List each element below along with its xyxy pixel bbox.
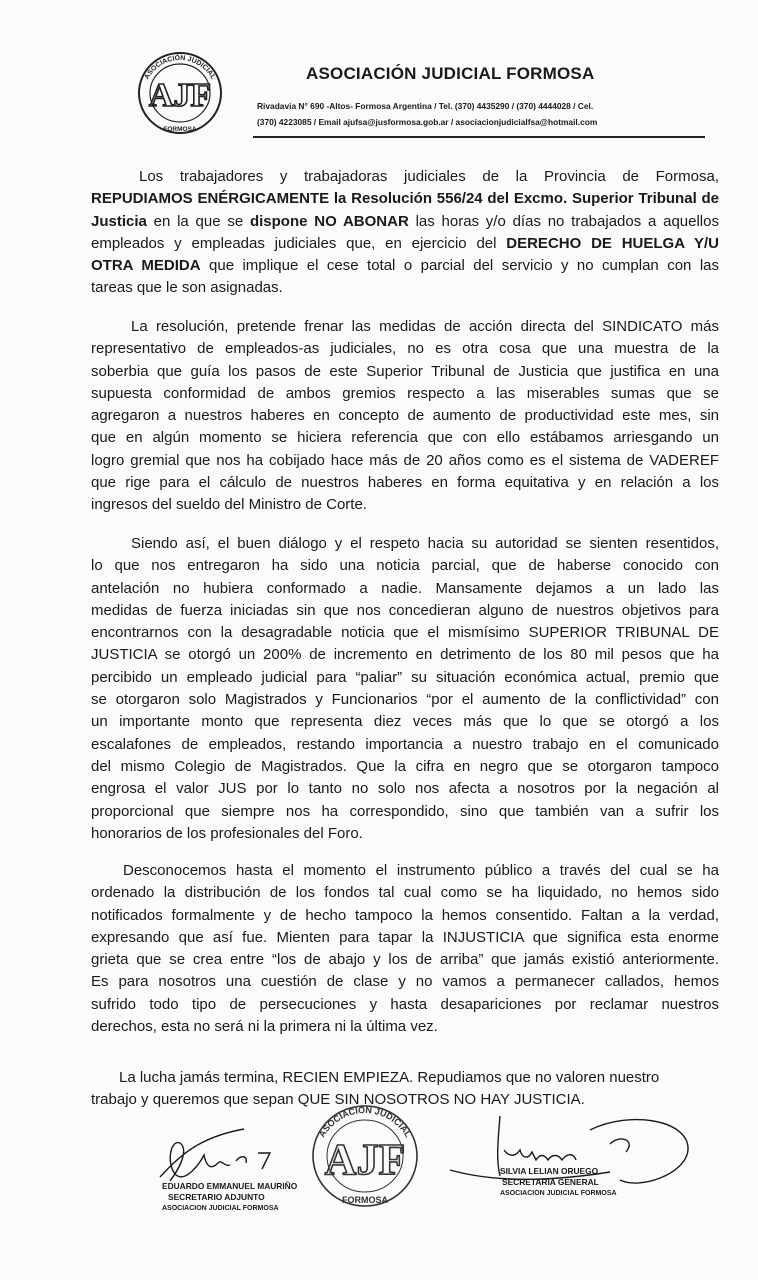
text-line: se otorgaron solo Magistrados y Funcionarios “por el aumento de la conflictividad” con xyxy=(91,691,719,709)
contact-line-2: (370) 4223085 / Email ajufsa@jusformosa.gob.ar / asociacionjudicialfsa@hotmail.com xyxy=(257,117,598,127)
text-line: grieta que se crea entre “los de abajo y los de arriba” que jamás existió anteriormente. xyxy=(91,951,719,969)
association-logo xyxy=(130,50,230,136)
text-line: que rige para el cálculo de nuestros haberes en forma equitativa y en relación a los xyxy=(91,474,719,492)
paragraph-3 xyxy=(91,533,719,845)
text-line: Es para nosotros una cuestión de clase y no vamos a permanecer callados, hemos xyxy=(91,973,719,991)
text-line: Los trabajadores y trabajadoras judiciales de la Provincia de Formosa, xyxy=(139,168,719,185)
logo-bottom-text: FORMOSA xyxy=(163,126,197,133)
text-line: representativo de empleados-as judiciales, no es otra cosa que una muestra de la xyxy=(91,340,719,358)
text-line: honorarios de los profesionales del Foro. xyxy=(91,824,363,842)
text-line: OTRA MEDIDA que implique el cese total o parcial del servicio y no cumplan con las xyxy=(91,257,720,275)
text-line: derechos, esta no será ni la primera ni la última vez. xyxy=(91,1018,438,1036)
text-line: notificados formalmente y de hecho tampoco la hemos consentido. Faltan a la verdad, xyxy=(91,906,719,924)
text-line: expresando que así fue. Mienten para tapar la INJUSTICIA que significa esta enorme xyxy=(91,928,719,946)
closing-line: La lucha jamás termina, RECIEN EMPIEZA. Repudiamos que no valoren nuestro xyxy=(119,1069,660,1086)
text-line: engrosa el valor JUS por lo tanto no solo nos afecta a nosotros por la negación al xyxy=(91,780,719,798)
text-line: que en algún momento se hiciera referencia que con ello estábamos arriesgando un xyxy=(91,429,719,447)
text-line: percibido un empleado judicial para “paliar” su situación económica actual, premio que xyxy=(91,668,719,686)
paragraph-1 xyxy=(91,166,719,300)
signer-left-name: EDUARDO EMMANUEL MAURIÑO xyxy=(162,1181,298,1191)
signer-right-org: ASOCIACION JUDICIAL FORMOSA xyxy=(500,1190,617,1197)
text-line: agregaron a nuestros haberes en concepto de aumento de productividad este mes, sin xyxy=(91,407,719,425)
organization-title: ASOCIACIÓN JUDICIAL FORMOSA xyxy=(306,64,595,83)
seal-ring-text: ASOCIACIÓN JUDICIAL xyxy=(316,1104,414,1139)
closing-line: trabajo y queremos que sepan QUE SIN NOSOTROS NO HAY JUSTICIA. xyxy=(91,1091,585,1108)
text-line: Desconocemos hasta el momento el instrumento público a través del cual se ha xyxy=(123,862,719,879)
text-line: medidas de fuerza iniciadas sin que nos concedieran alguno de nuestros objetivos para xyxy=(91,601,719,619)
text-line: encontrarnos con la desagradable noticia que el mismísimo SUPERIOR TRIBUNAL DE xyxy=(91,624,719,642)
contact-line-1: Rivadavia N° 690 -Altos- Formosa Argentina / Tel. (370) 4435290 / (370) 4444028 / Cel. xyxy=(257,101,594,111)
text-line: logro gremial que nos ha cobijado hace más de 20 años como es el sistema de VADEREF xyxy=(91,451,719,469)
logo-ring-text: ASOCIACIÓN JUDICIAL xyxy=(143,54,217,81)
text-line: Justicia en la que se dispone NO ABONAR las horas y/o días no trabajados a aquellos xyxy=(91,212,719,230)
text-line: antelación no hubiera conformado a nadie. Mansamente dejamos a un lado las xyxy=(91,579,719,597)
seal-bottom-text: FORMOSA xyxy=(342,1195,388,1205)
text-line: lo que nos entregaron ha sido una noticia parcial, que de haberse conocido con xyxy=(91,557,719,575)
text-line: JUSTICIA se otorgó un 200% de incremento en detrimento de los 80 mil pesos que ha xyxy=(91,646,719,664)
signer-left-org: ASOCIACION JUDICIAL FORMOSA xyxy=(162,1205,279,1212)
text-line: un importante monto que representa diez veces más que lo que se otorgó a los xyxy=(91,713,719,731)
logo-monogram: AJF xyxy=(148,77,212,114)
text-line: del mismo Colegio de Magistrados. Que la cifra en negro que se otorgaron tampoco xyxy=(91,757,719,775)
association-seal xyxy=(300,1100,430,1210)
text-line: escalafones de empleados, restando importancia a nuestro trabajo en el comunicado xyxy=(91,735,719,753)
text-line: empleados y empleadas judiciales que, en ejercicio del DERECHO DE HUELGA Y/U xyxy=(91,234,720,252)
signer-right-name: SILVIA LELIAN ORUEGO xyxy=(500,1166,599,1176)
text-line: Siendo así, el buen diálogo y el respeto hacia su autoridad se sienten resentidos, xyxy=(131,535,719,552)
text-line: sufrido todo tipo de persecuciones y hasta desapariciones por reclamar nuestros xyxy=(91,995,719,1013)
signature-left xyxy=(140,1125,297,1214)
text-line: soberbia que guía los pasos de este Superior Tribunal de Justicia que justifica en una xyxy=(91,362,719,380)
signer-left-role: SECRETARIO ADJUNTO xyxy=(168,1192,265,1202)
signer-right-role: SECRETARIA GENERAL xyxy=(502,1177,599,1187)
text-line: tareas que le son asignadas. xyxy=(91,279,283,297)
text-line: proporcional que siempre nos ha correspondido, sino que también van a sufrir los xyxy=(91,802,719,820)
text-line: La resolución, pretende frenar las medidas de acción directa del SINDICATO más xyxy=(131,318,719,335)
paragraph-4 xyxy=(91,860,719,1038)
signature-right xyxy=(440,1110,700,1199)
text-line: ordenado la distribución de los fondos tal cual como se ha liquidado, no hemos sido xyxy=(91,884,719,902)
header-divider xyxy=(253,136,705,138)
text-line: supuesta conformidad de ambos gremios respecto a las miserables sumas que se xyxy=(91,384,719,402)
text-line: REPUDIAMOS ENÉRGICAMENTE la Resolución 556/24 del Excmo. Superior Tribunal de xyxy=(91,190,719,208)
seal-monogram: AJF xyxy=(324,1135,406,1184)
paragraph-2 xyxy=(91,316,719,517)
text-line: ingresos del sueldo del Ministro de Corte. xyxy=(91,496,367,514)
